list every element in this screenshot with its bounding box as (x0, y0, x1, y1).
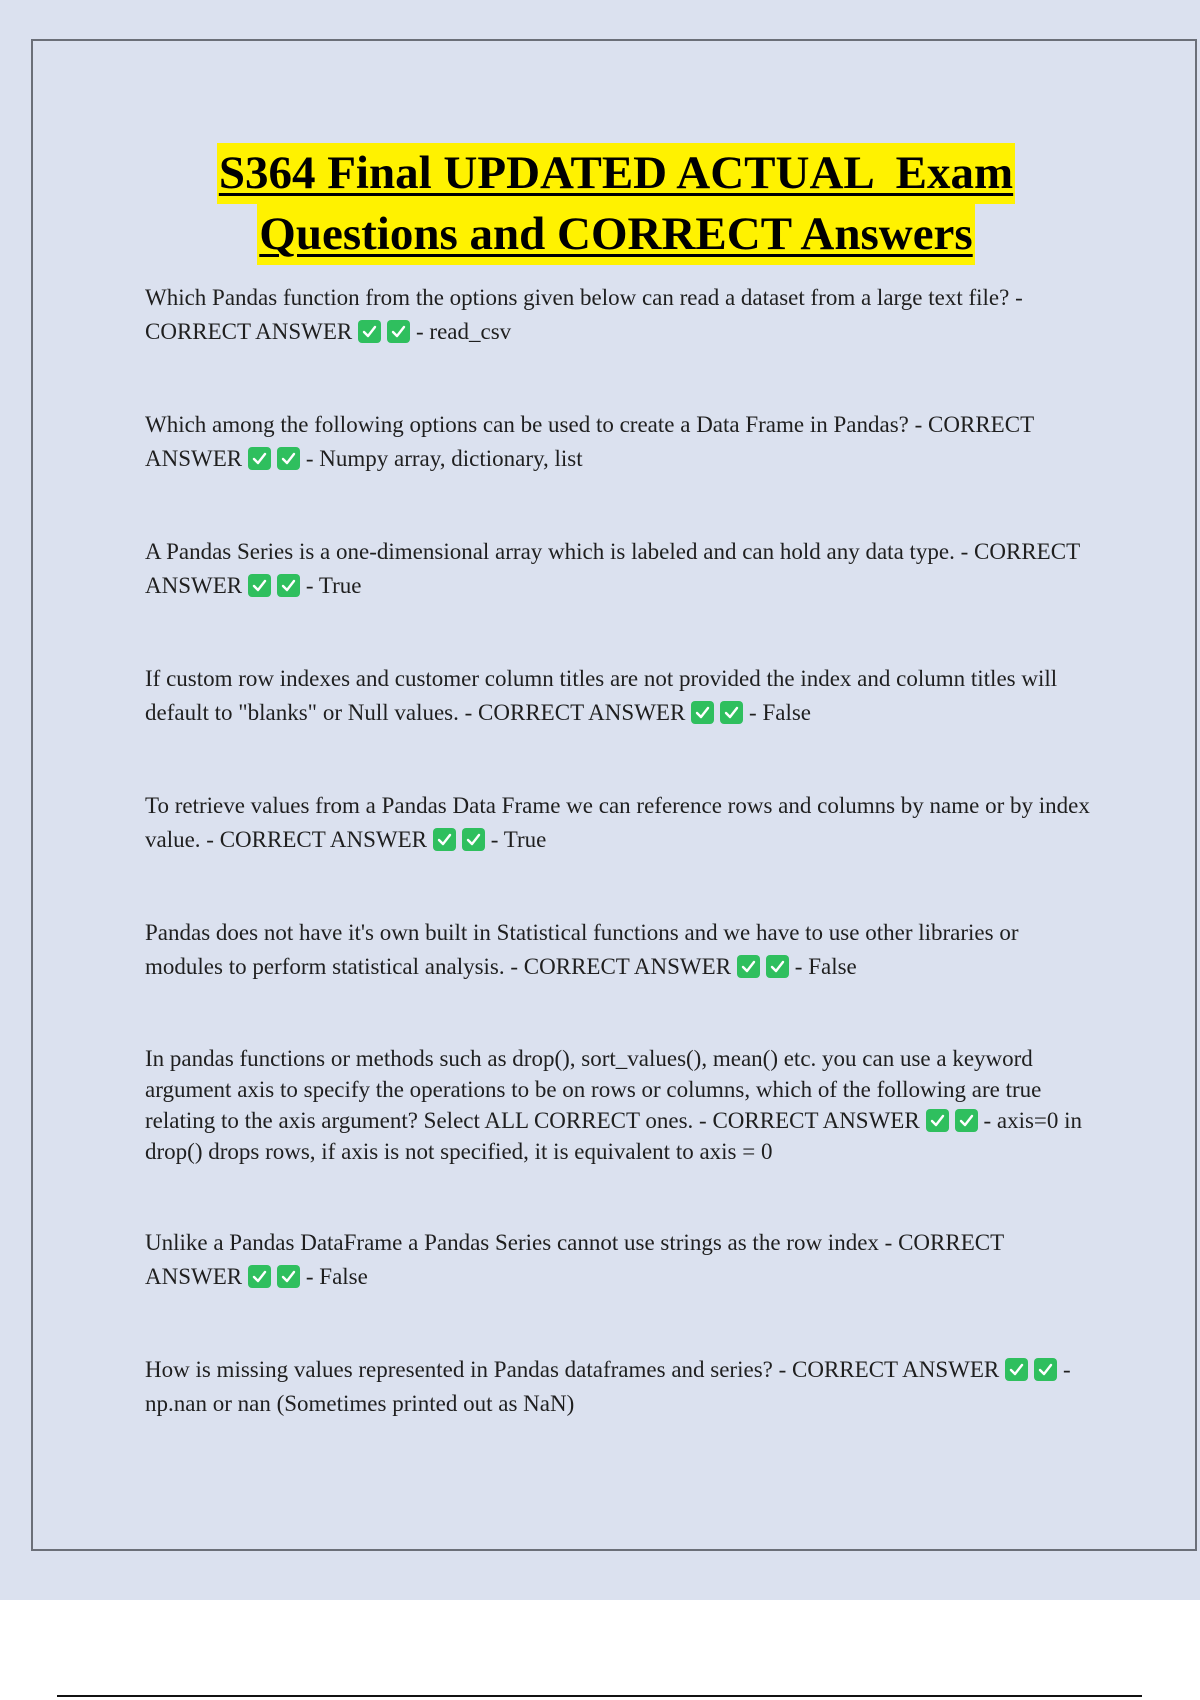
question-text: Which among the following options can be used to create a Data Frame in Pandas? - (145, 412, 923, 437)
answer-marker: CORRECT ANSWER (145, 412, 1034, 471)
answer-marker: CORRECT ANSWER (219, 827, 427, 852)
answer-text: - read_csv (416, 319, 512, 344)
question-text: A Pandas Series is a one-dimensional array which is labeled and can hold any data type. - (145, 539, 969, 564)
answer-marker: CORRECT ANSWER (145, 539, 1080, 598)
qa-item (145, 916, 1095, 984)
check-mark-icon (277, 447, 300, 470)
check-mark-icon (766, 955, 789, 978)
answer-marker: CORRECT ANSWER (145, 1230, 1004, 1289)
answer-text: - False (749, 700, 812, 725)
document-title (0, 143, 1200, 265)
check-mark-icon (462, 828, 485, 851)
answer-text: - False (305, 1264, 368, 1289)
check-mark-icon (737, 955, 760, 978)
question-text: Unlike a Pandas DataFrame a Pandas Series cannot use strings as the row index - (145, 1230, 893, 1255)
qa-item (145, 535, 1095, 603)
check-mark-icon (248, 574, 271, 597)
qa-item (145, 281, 1095, 349)
check-mark-icon (1034, 1358, 1057, 1381)
check-mark-icon (691, 701, 714, 724)
qa-list (145, 281, 1095, 1480)
answer-text: - False (794, 954, 857, 979)
answer-text: - True (490, 827, 547, 852)
qa-item (145, 662, 1095, 730)
answer-marker: CORRECT ANSWER (712, 1108, 920, 1133)
question-text: In pandas functions or methods such as drop(), sort_values(), mean() etc. you can use a keyword argument axis to specify the operations to be on rows or columns, which of the following are true relating to the axis argument? Select ALL CORRECT ones. - (145, 1046, 1042, 1133)
qa-item (145, 1353, 1095, 1421)
check-mark-icon (277, 574, 300, 597)
qa-item (145, 1226, 1095, 1294)
check-mark-icon (926, 1109, 949, 1132)
check-mark-icon (277, 1265, 300, 1288)
check-mark-icon (433, 828, 456, 851)
answer-marker: CORRECT ANSWER (145, 319, 353, 344)
check-mark-icon (720, 701, 743, 724)
answer-text: - axis=0 in drop() drops rows, if axis is not specified, it is equivalent to axis = 0 (145, 1108, 1083, 1164)
question-text: Which Pandas function from the options given below can read a dataset from a large text file? - (145, 285, 1023, 310)
check-mark-icon (1005, 1358, 1028, 1381)
answer-marker: CORRECT ANSWER (523, 954, 732, 979)
check-mark-icon (955, 1109, 978, 1132)
answer-marker: CORRECT ANSWER (478, 700, 686, 725)
answer-text: - True (305, 573, 362, 598)
qa-item (145, 789, 1095, 857)
answer-text: - np.nan or nan (Sometimes printed out as NaN) (145, 1357, 1071, 1416)
check-mark-icon (248, 447, 271, 470)
question-text: To retrieve values from a Pandas Data Frame we can reference rows and columns by name or by index value. - (145, 793, 1090, 852)
bottom-divider (57, 1695, 1142, 1697)
check-mark-icon (358, 320, 381, 343)
check-mark-icon (248, 1265, 271, 1288)
title-line-2: Questions and CORRECT Answers (257, 204, 974, 265)
answer-marker: CORRECT ANSWER (792, 1357, 1000, 1382)
question-text: Pandas does not have it's own built in Statistical functions and we have to use other libraries or modules to perform statistical analysis. - (145, 920, 1019, 979)
qa-item (145, 1043, 1095, 1167)
check-mark-icon (387, 320, 410, 343)
title-line-1: S364 Final UPDATED ACTUAL Exam (217, 143, 1015, 204)
question-text: If custom row indexes and customer column titles are not provided the index and column titles will default to "blanks" or Null values. - (145, 666, 1058, 725)
question-text: How is missing values represented in Pandas dataframes and series? - (145, 1357, 787, 1382)
qa-item (145, 408, 1095, 476)
answer-text: - Numpy array, dictionary, list (305, 446, 583, 471)
